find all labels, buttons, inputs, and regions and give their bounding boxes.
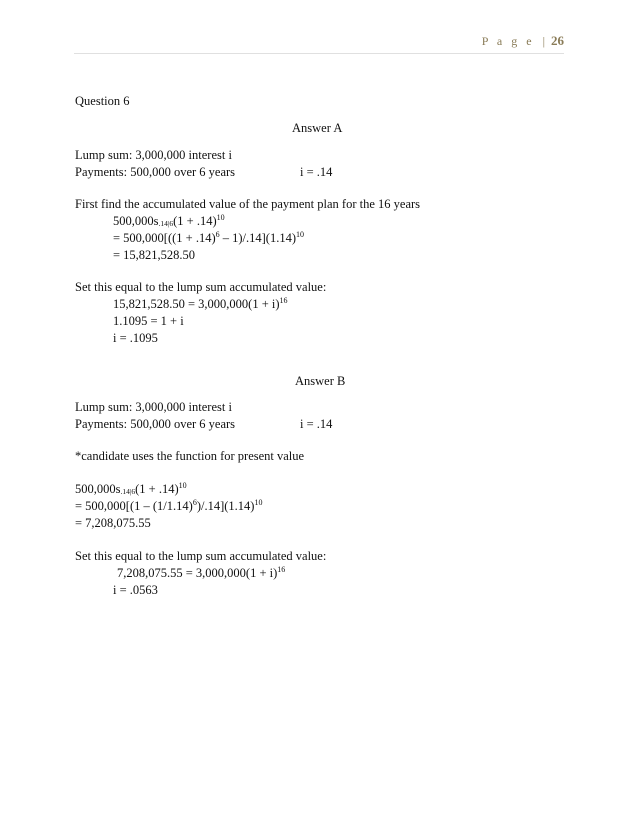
answer-b-result: = 7,208,075.55 (75, 516, 151, 530)
answer-a-step: 1.1095 = 1 + i (113, 314, 184, 328)
page-number: 26 (551, 33, 564, 48)
header-rule (74, 53, 564, 54)
page-separator: | (542, 34, 545, 48)
answer-b-set-equal: Set this equal to the lump sum accumulated value: (75, 549, 327, 563)
answer-a-result: = 15,821,528.50 (113, 248, 196, 262)
answer-b-lump-sum: Lump sum: 3,000,000 interest i (75, 400, 232, 414)
answer-a-rate: i = .14 (300, 165, 333, 179)
answer-b-formula-line2: = $500,000[(1 - (1/1.14)^6)/.14](1.14)^{10}$ (75, 497, 263, 513)
answer-a-formula-line2: = $500,000[((1 + .14)^6 - 1)/.14](1.14)^{10}$ (113, 229, 304, 245)
answer-a-formula-line1: $500,000s_{.14|6}(1 + .14)^{10}$ (113, 212, 225, 228)
question-title: Question 6 (75, 94, 130, 108)
answer-a-heading: Answer A (292, 121, 343, 135)
answer-b-rate: i = .14 (300, 417, 333, 431)
answer-a-lump-sum: Lump sum: 3,000,000 interest i (75, 148, 232, 162)
answer-b-formula-line1: $500,000s_{.14|6}(1 + .14)^{10}$ (75, 480, 187, 496)
answer-a-payments: Payments: 500,000 over 6 years (75, 165, 236, 179)
page-header (482, 33, 564, 49)
answer-b-note: *candidate uses the function for present value (75, 449, 305, 463)
page-label: P a g e (481, 34, 535, 48)
answer-a-equation: $15,821,528.50 = 3,000,000(1 + i)^{16}$ (113, 295, 288, 311)
answer-b-heading: Answer B (295, 374, 346, 388)
answer-a-final: i = .1095 (113, 331, 158, 345)
answer-a-step-intro: First find the accumulated value of the payment plan for the 16 years (75, 197, 421, 211)
answer-b-final: i = .0563 (113, 583, 158, 597)
answer-b-payments: Payments: 500,000 over 6 years (75, 417, 236, 431)
answer-a-set-equal: Set this equal to the lump sum accumulated value: (75, 280, 327, 294)
answer-b-equation: $7,208,075.55 = 3,000,000(1 + i)^{16}$ (117, 564, 286, 580)
